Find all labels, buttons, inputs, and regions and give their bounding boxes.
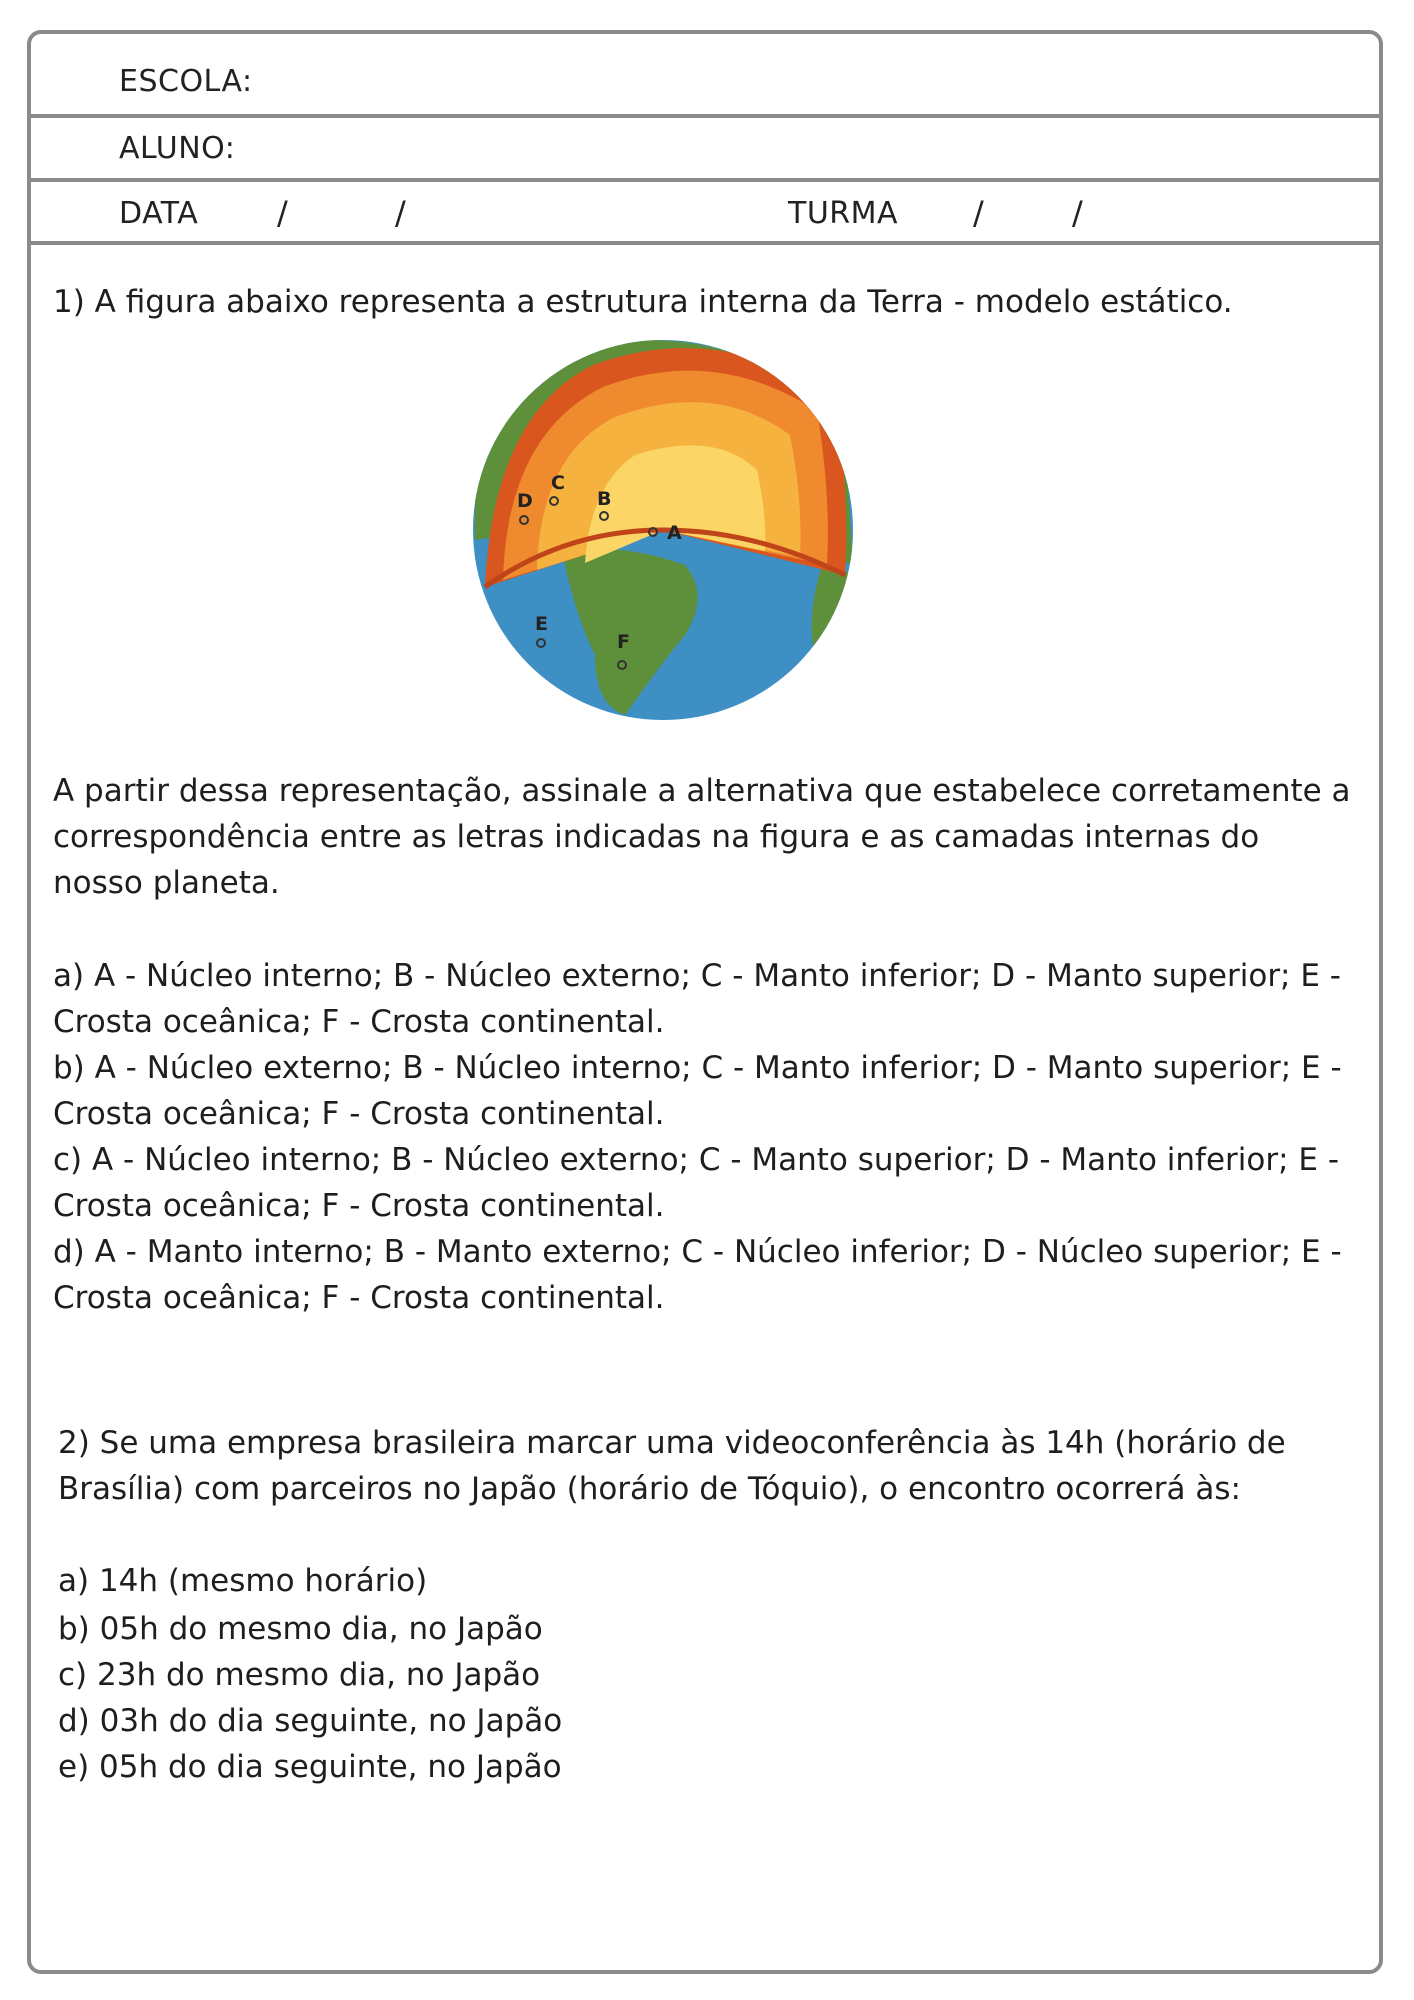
divider — [31, 241, 1379, 245]
question1-option-b[interactable]: b) A - Núcleo externo; B - Núcleo interno; C - Manto inferior; D - Manto superior; E - — [53, 1050, 1342, 1086]
class-label: TURMA — [788, 196, 899, 231]
label-a: A — [667, 522, 682, 544]
question1-option-b-cont: Crosta oceânica; F - Crosta continental. — [53, 1096, 665, 1132]
divider — [31, 114, 1379, 118]
question1-option-a[interactable]: a) A - Núcleo interno; B - Núcleo externo; C - Manto inferior; D - Manto superior; E - — [53, 958, 1341, 994]
class-separator: / — [1072, 194, 1083, 232]
question2-option-e[interactable]: e) 05h do dia seguinte, no Japão — [58, 1749, 562, 1785]
question2-line: Brasília) com parceiros no Japão (horário de Tóquio), o encontro ocorrerá às: — [58, 1471, 1241, 1507]
student-label: ALUNO: — [119, 131, 236, 166]
class-separator: / — [973, 194, 984, 232]
date-label: DATA — [119, 196, 199, 231]
question1-body-line: correspondência entre as letras indicadas na figura e as camadas internas do — [53, 819, 1260, 855]
question2-option-c[interactable]: c) 23h do mesmo dia, no Japão — [58, 1657, 541, 1693]
date-separator: / — [277, 194, 288, 232]
question1-prompt: 1) A figura abaixo representa a estrutura interna da Terra - modelo estático. — [53, 284, 1233, 320]
label-b: B — [597, 488, 612, 510]
label-f: F — [617, 631, 630, 653]
question1-option-a-cont: Crosta oceânica; F - Crosta continental. — [53, 1004, 665, 1040]
question2-option-d[interactable]: d) 03h do dia seguinte, no Japão — [58, 1703, 563, 1739]
question1-option-c[interactable]: c) A - Núcleo interno; B - Núcleo externo; C - Manto superior; D - Manto inferior; E - — [53, 1142, 1340, 1178]
question2-line: 2) Se uma empresa brasileira marcar uma videoconferência às 14h (horário de — [58, 1425, 1286, 1461]
earth-structure-figure — [445, 325, 865, 725]
label-c: C — [551, 472, 565, 494]
question1-option-d-cont: Crosta oceânica; F - Crosta continental. — [53, 1280, 665, 1316]
question1-body-line: A partir dessa representação, assinale a alternativa que estabelece corretamente a — [53, 773, 1351, 809]
question1-option-d[interactable]: d) A - Manto interno; B - Manto externo; C - Núcleo inferior; D - Núcleo superior; E - — [53, 1234, 1342, 1270]
school-label: ESCOLA: — [119, 64, 253, 99]
divider — [31, 178, 1379, 182]
label-e: E — [535, 613, 548, 635]
date-separator: / — [395, 194, 406, 232]
question2-option-b[interactable]: b) 05h do mesmo dia, no Japão — [58, 1611, 543, 1647]
question1-option-c-cont: Crosta oceânica; F - Crosta continental. — [53, 1188, 665, 1224]
question2-option-a[interactable]: a) 14h (mesmo horário) — [58, 1563, 428, 1599]
label-d: D — [517, 490, 533, 512]
question1-body-line: nosso planeta. — [53, 865, 280, 901]
